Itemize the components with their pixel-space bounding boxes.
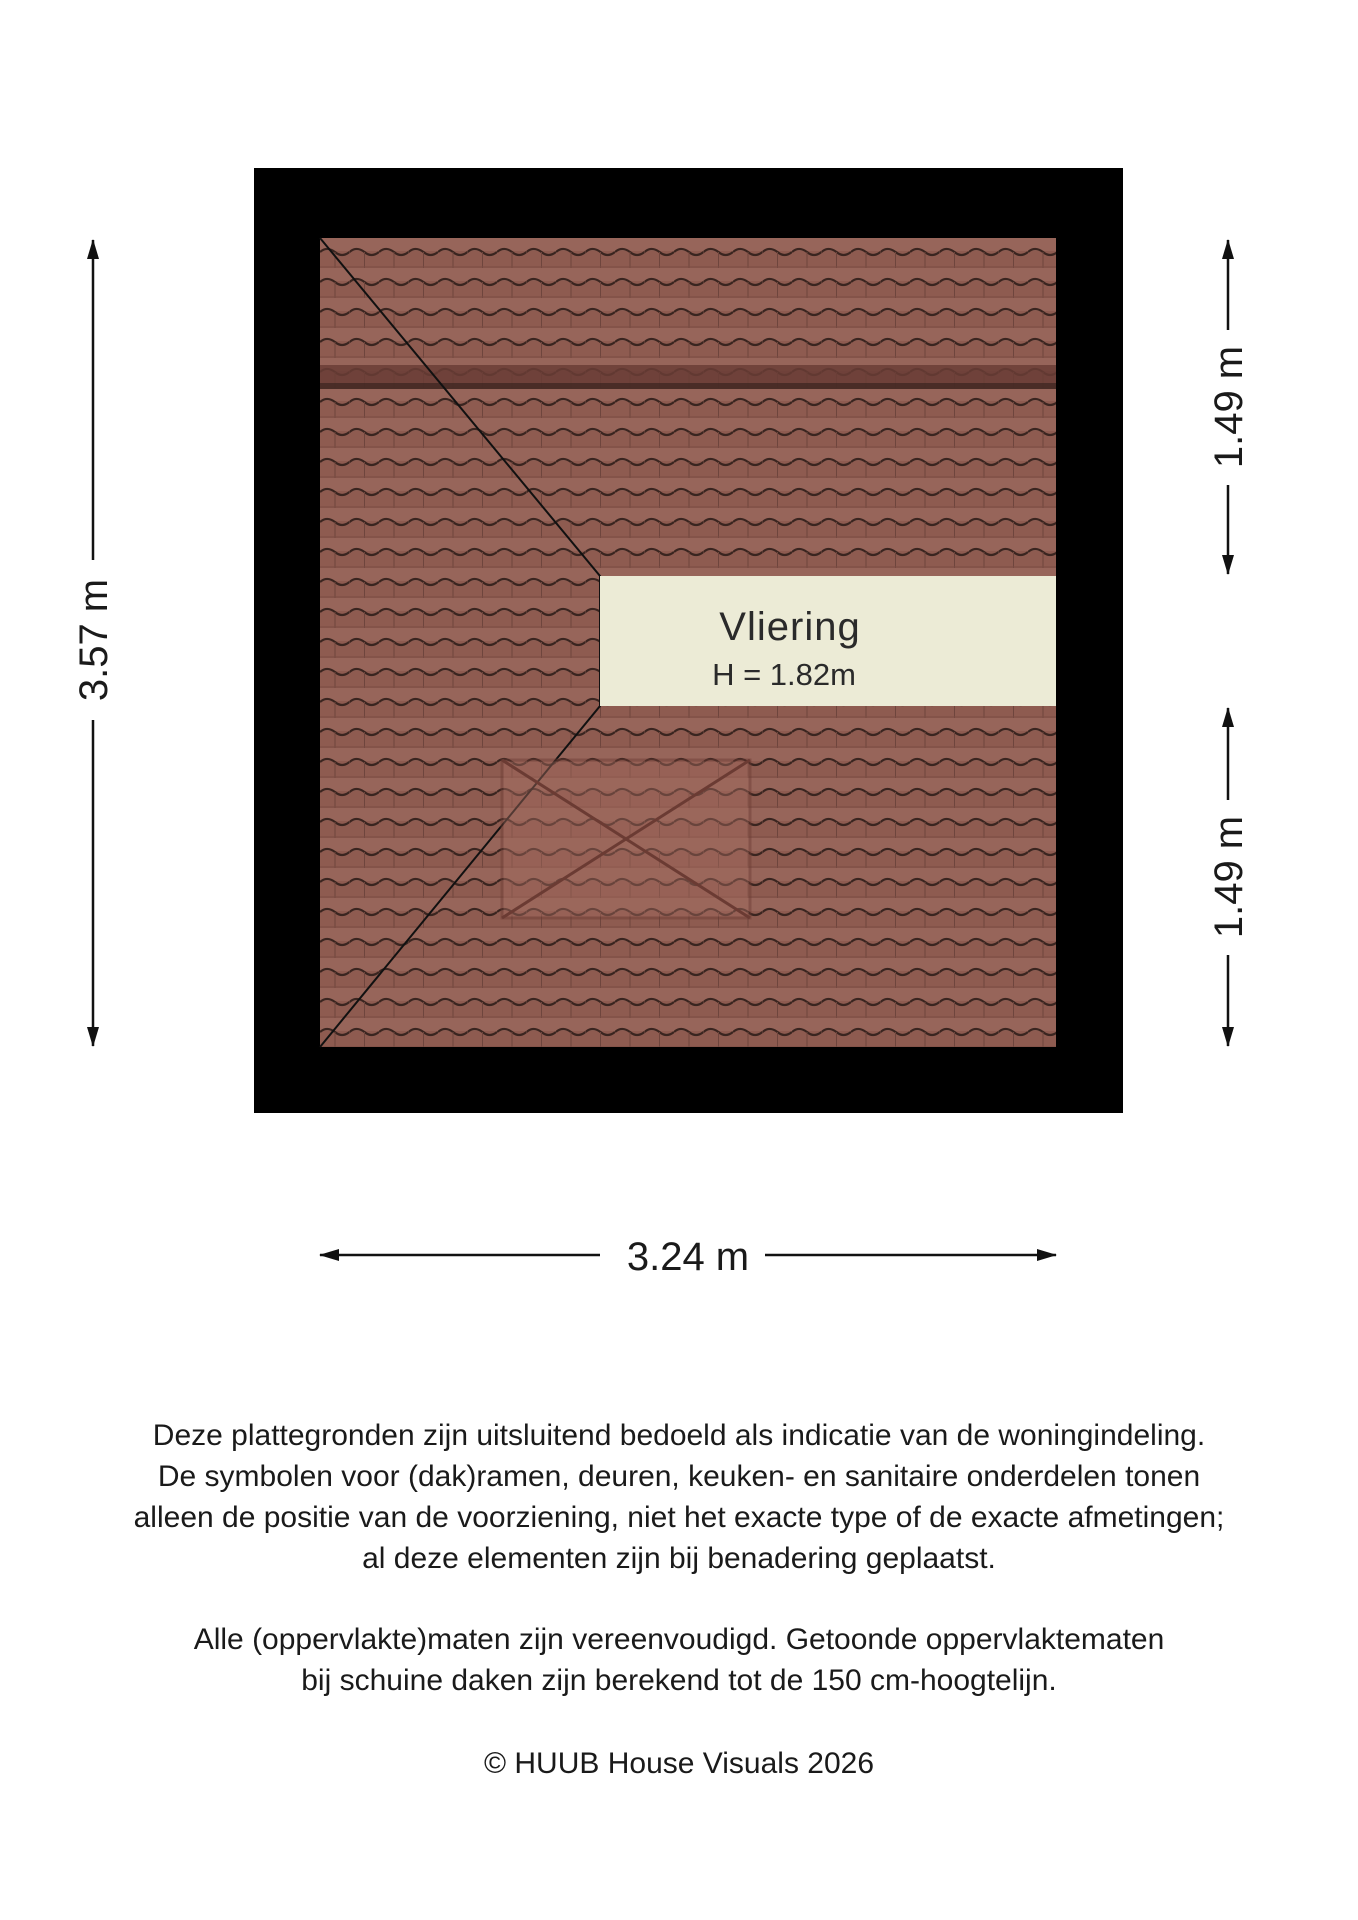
disclaimer-line: alleen de positie van de voorziening, niet het exacte type of de exacte afmetingen; [133,1501,1225,1534]
disclaimer-line: Alle (oppervlakte)maten zijn vereenvoudigd. Getoonde oppervlaktematen [193,1623,1165,1656]
copyright-text: © HUUB House Visuals 2026 [483,1747,875,1780]
dimension-width-label: 3.24 m [626,1235,750,1279]
room-height: H = 1.82m [712,657,856,692]
disclaimer-paragraph-2 [0,1619,1358,1701]
dimension-height-label: 3.57 m [72,578,116,702]
dimension-right-upper [1207,240,1251,574]
disclaimer-line: De symbolen voor (dak)ramen, deuren, keuken- en sanitaire onderdelen tonen [157,1460,1201,1493]
dimension-width [320,1235,1056,1279]
disclaimer-line: al deze elementen zijn bij benadering geplaatst. [362,1542,996,1575]
room-name: Vliering [719,605,861,649]
disclaimer-line: Deze plattegronden zijn uitsluitend bedoeld als indicatie van de woningindeling. [152,1419,1206,1452]
dimension-right-upper-label: 1.49 m [1207,345,1251,469]
dimension-height [72,240,116,1046]
dimension-right-lower [1207,708,1251,1046]
disclaimer-line: bij schuine daken zijn berekend tot de 150 cm-hoogtelijn. [301,1664,1057,1697]
disclaimer-paragraph-1 [0,1415,1358,1579]
dimension-right-lower-label: 1.49 m [1207,815,1251,939]
roof-hatch [502,760,750,918]
room-label [600,576,1056,706]
copyright [0,1743,1358,1784]
